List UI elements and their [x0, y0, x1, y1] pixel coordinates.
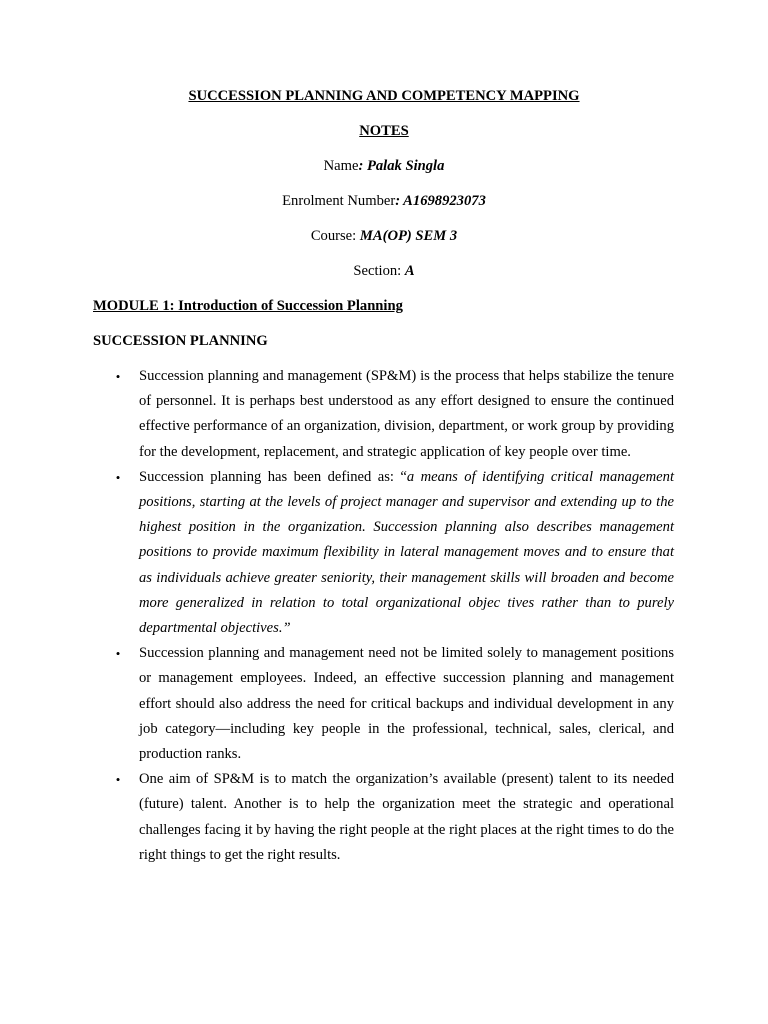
- section-line: [0, 262, 768, 280]
- bullet-text: Succession planning and management need not be limited solely to management positions or management employees. Indeed, an effective succession planning and management effort should also address the need for critical backups and individual development in any job category—including key people in the professional, technical, sales, clerical, and production ranks.: [139, 645, 674, 763]
- section-heading: SUCCESSION PLANNING: [93, 333, 268, 349]
- list-item: [0, 465, 768, 641]
- bullet-text: One aim of SP&M is to match the organization’s available (present) talent to its needed (future) talent. Another is to help the organization meet the strategic and operational challenges facing it by having the right people at the right places at the right times to do the right things to get the right results.: [139, 771, 674, 863]
- bullet-icon: •: [115, 469, 121, 485]
- bullet-icon: •: [115, 772, 121, 788]
- section-value: A: [404, 263, 415, 279]
- name-line: [0, 157, 768, 175]
- definition-lead: Succession planning has been defined as: “: [139, 468, 407, 485]
- definition-quote: a means of identifying critical management positions, starting at the levels of project manager and supervisor and extending up to the highest position in the organization. Succession planning also describes management positions to provide maximum flexibility in lateral management moves and to ensure that as individuals achieve greater seniority, their management skills will broaden and become more generalized in relation to total organizational objec tives rather than to purely departmental objectives.”: [139, 468, 674, 637]
- bullet-text: [139, 465, 674, 641]
- name-value: : Palak Singla: [358, 158, 445, 174]
- document-title: SUCCESSION PLANNING AND COMPETENCY MAPPING: [188, 88, 580, 104]
- enrolment-line: [0, 192, 768, 210]
- bullet-list: [0, 364, 768, 868]
- course-line: [0, 227, 768, 245]
- list-item: [0, 364, 768, 465]
- name-label: Name: [323, 158, 359, 174]
- course-value: MA(OP) SEM 3: [359, 228, 458, 244]
- list-item: [0, 641, 768, 767]
- bullet-icon: •: [115, 646, 121, 662]
- list-item: [0, 767, 768, 868]
- document-subtitle: NOTES: [359, 123, 409, 139]
- course-label: Course:: [310, 228, 360, 244]
- bullet-text: Succession planning and management (SP&M) is the process that helps stabilize the tenure of personnel. It is perhaps best understood as any effort designed to ensure the continued effective performance of an organization, division, department, or work group by providing for the development, replacement, and strategic application of key people over time.: [139, 368, 674, 460]
- enrolment-value: : A1698923073: [395, 193, 486, 209]
- bullet-icon: •: [115, 369, 121, 384]
- section-label: Section:: [353, 263, 405, 279]
- enrolment-label: Enrolment Number: [282, 193, 396, 209]
- module-heading: MODULE 1: Introduction of Succession Planning: [93, 298, 403, 314]
